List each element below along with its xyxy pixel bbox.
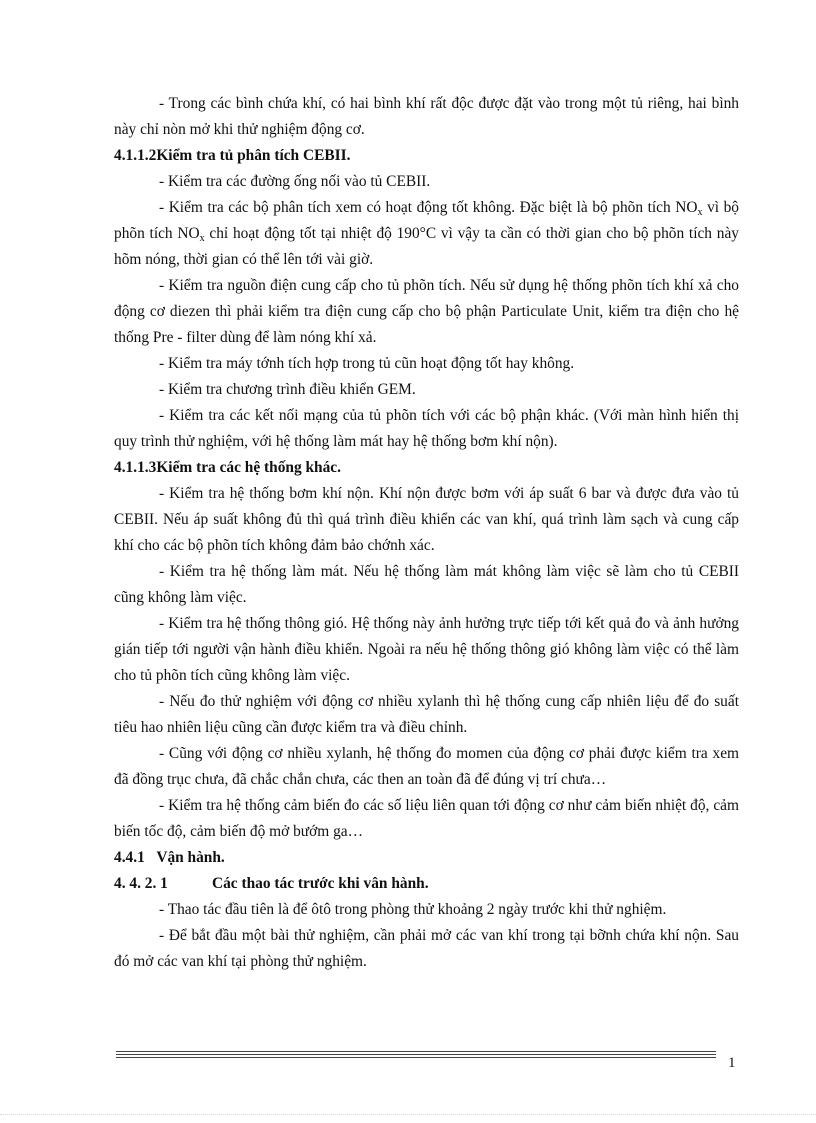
paragraph-text: chỉ hoạt động tốt tại nhiệt độ 190°C vì vậy ta cần có thời gian cho bộ phõn tích này hõm nóng, thời gian có thể lên tới vài giờ.	[114, 225, 739, 268]
page-number: 1	[728, 1055, 736, 1071]
section-heading	[114, 871, 739, 897]
paragraph: - Kiểm tra chương trình điều khiển GEM.	[159, 381, 416, 398]
paragraph: - Để bắt đầu một bài thử nghiệm, cần phải mở các van khí trong tại bỡnh chứa khí nộn. Sau đó mở các van khí tại phòng thử nghiệm.	[114, 927, 739, 970]
paragraph: - Kiểm tra hệ thống bơm khí nộn. Khí nộn được bơm với áp suất 6 bar và được đưa vào tủ CEBII. Nếu áp suất không đủ thì quá trình điều khiển các van khí, quá trình làm sạch và cung cấp khí cho các bộ phõn tích không đảm bảo chớnh xác.	[114, 485, 739, 554]
page-edge-divider	[0, 1114, 816, 1115]
paragraph: - Nếu đo thử nghiệm với động cơ nhiều xylanh thì hệ thống cung cấp nhiên liệu để đo suất tiêu hao nhiên liệu cũng cần được kiểm tra và điều chỉnh.	[114, 693, 739, 736]
paragraph: - Thao tác đầu tiên là để ôtô trong phòng thử khoảng 2 ngày trước khi thử nghiệm.	[159, 901, 667, 918]
paragraph: - Kiểm tra các kết nối mạng của tủ phõn tích với các bộ phận khác. (Với màn hình hiển thị quy trình thử nghiệm, với hệ thống làm mát hay hệ thống bơm khí nộn).	[114, 407, 739, 450]
paragraph: - Kiểm tra máy tớnh tích hợp trong tủ cũn hoạt động tốt hay không.	[159, 355, 575, 372]
section-title: Vận hành.	[156, 849, 225, 866]
footer-rule	[116, 1054, 716, 1055]
paragraph: - Kiểm tra các đường ống nối vào tủ CEBII.	[159, 173, 431, 190]
subscript: x	[199, 233, 205, 244]
paragraph-text: vì bộ phõn tích NO	[114, 199, 739, 242]
footer-rule	[116, 1051, 716, 1052]
footer-rule	[116, 1057, 716, 1058]
paragraph: - Kiểm tra hệ thống thông gió. Hệ thống này ảnh hưởng trực tiếp tới kết quả đo và ảnh hưởng gián tiếp tới người vận hành điều khiển. Ngoài ra nếu hệ thống thông gió không làm việc có thể làm cho tủ phõn tích cũng không làm việc.	[114, 615, 739, 684]
document-body	[114, 91, 739, 975]
paragraph: - Cũng với động cơ nhiều xylanh, hệ thống đo momen của động cơ phải được kiểm tra xem đã đồng trục chưa, đã chắc chắn chưa, các then an toàn đã để đúng vị trí chưa…	[114, 745, 739, 788]
paragraph: - Trong các bình chứa khí, có hai bình khí rất độc được đặt vào trong một tủ riêng, hai bình này chỉ nòn mở khi thử nghiệm động cơ.	[114, 95, 739, 138]
paragraph-text: - Kiểm tra các bộ phân tích xem có hoạt động tốt không. Đặc biệt là bộ phõn tích NO	[159, 199, 698, 216]
paragraph	[114, 195, 739, 273]
section-number: 4. 4. 2. 1	[114, 875, 168, 892]
subscript: x	[697, 207, 703, 218]
paragraph: - Kiểm tra nguồn điện cung cấp cho tủ phõn tích. Nếu sử dụng hệ thống phõn tích khí xả cho động cơ diezen thì phải kiểm tra điện cung cấp cho bộ phận Particulate Unit, kiểm tra điện cho hệ thống Pre - filter dùng để làm nóng khí xả.	[114, 277, 739, 346]
paragraph: - Kiểm tra hệ thống cảm biến đo các số liệu liên quan tới động cơ như cảm biến nhiệt độ, cảm biến tốc độ, cảm biến độ mở bướm ga…	[114, 797, 739, 840]
section-heading	[114, 845, 739, 871]
section-heading: 4.1.1.3Kiểm tra các hệ thống khác.	[114, 459, 341, 476]
section-title: Các thao tác trước khi vân hành.	[212, 875, 429, 892]
section-number: 4.4.1	[114, 849, 145, 866]
section-heading: 4.1.1.2Kiểm tra tủ phân tích CEBII.	[114, 147, 351, 164]
paragraph: - Kiểm tra hệ thống làm mát. Nếu hệ thống làm mát không làm việc sẽ làm cho tủ CEBII cũng không làm việc.	[114, 563, 739, 606]
